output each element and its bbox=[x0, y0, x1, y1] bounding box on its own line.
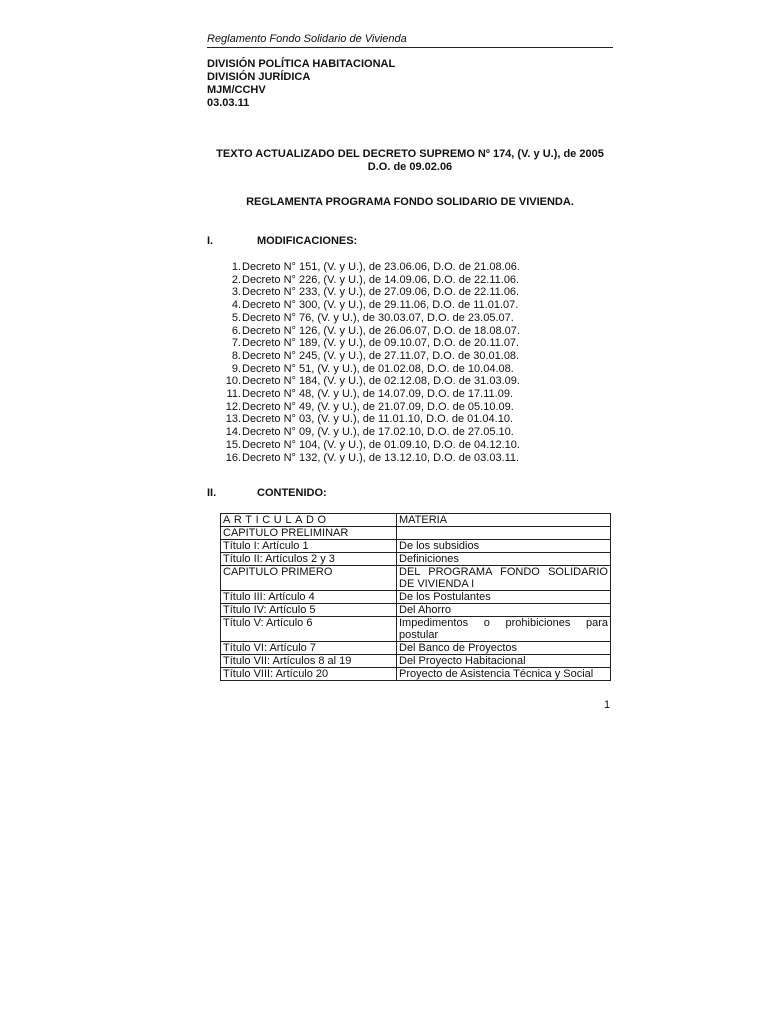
table-row bbox=[221, 642, 611, 655]
list-item bbox=[222, 439, 520, 452]
document-subtitle: REGLAMENTA PROGRAMA FONDO SOLIDARIO DE VIVIENDA. bbox=[246, 196, 574, 208]
cell-materia: Impedimentos o prohibiciones para postular bbox=[397, 617, 611, 642]
table-row bbox=[221, 591, 611, 604]
cell-articulado: Título VIII: Artículo 20 bbox=[221, 668, 397, 681]
list-item-number: 16. bbox=[225, 451, 241, 464]
list-item-text: Decreto N° 184, (V. y U.), de 02.12.08, D.O. de 31.03.09. bbox=[242, 375, 520, 388]
table-row bbox=[221, 566, 611, 591]
list-item-text: Decreto N° 76, (V. y U.), de 30.03.07, D.O. de 23.05.07. bbox=[242, 311, 514, 324]
list-item bbox=[222, 375, 520, 388]
section-heading-contenido bbox=[207, 487, 327, 500]
table-row bbox=[221, 668, 611, 681]
list-item bbox=[222, 286, 520, 299]
list-item-number: 5. bbox=[231, 311, 241, 324]
page-number: 1 bbox=[604, 699, 611, 711]
list-item-number: 7. bbox=[231, 337, 241, 350]
document-title-line-1: TEXTO ACTUALIZADO DEL DECRETO SUPREMO Nº 174, (V. y U.), de 2005 bbox=[216, 148, 604, 160]
list-item-number: 15. bbox=[225, 438, 241, 451]
list-item bbox=[222, 452, 520, 465]
list-item bbox=[222, 413, 520, 426]
list-item bbox=[222, 312, 520, 325]
cell-articulado: CAPITULO PRIMERO bbox=[221, 566, 397, 591]
cell-articulado: Título VII: Artículos 8 al 19 bbox=[221, 655, 397, 668]
document-title bbox=[207, 148, 613, 174]
list-item-number: 9. bbox=[231, 362, 241, 375]
table-row bbox=[221, 540, 611, 553]
cell-articulado: Título IV: Artículo 5 bbox=[221, 604, 397, 617]
list-item-text: Decreto N° 126, (V. y U.), de 26.06.07, D.O. de 18.08.07. bbox=[242, 324, 520, 337]
list-item-number: 14. bbox=[225, 426, 241, 439]
list-item-number: 4. bbox=[231, 299, 241, 312]
table-row bbox=[221, 655, 611, 668]
list-item-number: 3. bbox=[231, 286, 241, 299]
cell-materia: Del Banco de Proyectos bbox=[397, 642, 611, 655]
section-title: MODIFICACIONES: bbox=[257, 235, 358, 247]
document-title-line-2: D.O. de 09.02.06 bbox=[367, 161, 453, 173]
cell-articulado: Título I: Artículo 1 bbox=[221, 540, 397, 553]
list-item-number: 11. bbox=[226, 388, 241, 401]
issuer-division-2: DIVISIÓN JURÍDICA bbox=[207, 71, 311, 83]
table-header-row bbox=[221, 514, 611, 527]
list-item bbox=[222, 426, 520, 439]
list-item-number: 6. bbox=[231, 324, 241, 337]
list-item-text: Decreto N° 245, (V. y U.), de 27.11.07, D.O. de 30.01.08. bbox=[242, 349, 520, 362]
list-item bbox=[222, 388, 520, 401]
list-item bbox=[222, 363, 520, 376]
section-number: I. bbox=[207, 235, 214, 247]
cell-articulado: Título V: Artículo 6 bbox=[221, 617, 397, 642]
table-row bbox=[221, 617, 611, 642]
cell-articulado: Título VI: Artículo 7 bbox=[221, 642, 397, 655]
list-item-text: Decreto N° 151, (V. y U.), de 23.06.06, D.O. de 21.08.06. bbox=[242, 261, 520, 273]
cell-materia: Del Ahorro bbox=[397, 604, 611, 617]
list-item-number: 10. bbox=[225, 375, 241, 388]
list-item-text: Decreto N° 49, (V. y U.), de 21.07.09, D.O. de 05.10.09. bbox=[242, 400, 514, 413]
list-item-number: 8. bbox=[231, 349, 241, 362]
issuer-division-1: DIVISIÓN POLÍTICA HABITACIONAL bbox=[207, 58, 396, 70]
list-item bbox=[222, 261, 520, 274]
table-row bbox=[221, 604, 611, 617]
cell-articulado: Título III: Artículo 4 bbox=[221, 591, 397, 604]
header-cell-articulado: ARTICULADO bbox=[221, 514, 397, 527]
section-heading-modificaciones bbox=[207, 235, 357, 248]
list-item-text: Decreto N° 51, (V. y U.), de 01.02.08, D.O. de 10.04.08. bbox=[242, 362, 514, 375]
contents-table bbox=[220, 513, 611, 681]
section-title: CONTENIDO: bbox=[257, 487, 327, 499]
list-item bbox=[222, 337, 520, 350]
amendments-list bbox=[222, 261, 520, 464]
table-row bbox=[221, 553, 611, 566]
table-row bbox=[221, 527, 611, 540]
cell-materia bbox=[397, 527, 611, 540]
list-item bbox=[222, 401, 520, 414]
list-item-number: 13. bbox=[225, 413, 241, 426]
running-header: Reglamento Fondo Solidario de Vivienda bbox=[207, 33, 613, 48]
cell-articulado: Título II: Artículos 2 y 3 bbox=[221, 553, 397, 566]
section-number: II. bbox=[207, 487, 217, 499]
issuer-block bbox=[207, 58, 395, 110]
list-item-number: 2. bbox=[231, 273, 241, 286]
cell-materia: De los Postulantes bbox=[397, 591, 611, 604]
list-item bbox=[222, 325, 520, 338]
cell-materia: Definiciones bbox=[397, 553, 611, 566]
issuer-date: 03.03.11 bbox=[207, 97, 250, 109]
cell-articulado: CAPITULO PRELIMINAR bbox=[221, 527, 397, 540]
list-item bbox=[222, 299, 520, 312]
cell-materia: Del Proyecto Habitacional bbox=[397, 655, 611, 668]
list-item-text: Decreto N° 03, (V. y U.), de 11.01.10, D.O. de 01.04.10. bbox=[242, 413, 513, 426]
list-item-text: Decreto N° 226, (V. y U.), de 14.09.06, D.O. de 22.11.06. bbox=[242, 273, 520, 286]
cell-materia: Proyecto de Asistencia Técnica y Social bbox=[397, 668, 611, 681]
list-item-text: Decreto N° 09, (V. y U.), de 17.02.10, D.O. de 27.05.10. bbox=[242, 426, 514, 439]
cell-materia: De los subsidios bbox=[397, 540, 611, 553]
list-item-number: 1. bbox=[231, 261, 241, 273]
list-item-text: Decreto N° 300, (V. y U.), de 29.11.06, D.O. de 11.01.07. bbox=[242, 299, 519, 312]
list-item-text: Decreto N° 104, (V. y U.), de 01.09.10, D.O. de 04.12.10. bbox=[242, 438, 520, 451]
list-item-text: Decreto N° 189, (V. y U.), de 09.10.07, D.O. de 20.11.07. bbox=[242, 337, 520, 350]
list-item bbox=[222, 350, 520, 363]
list-item bbox=[222, 274, 520, 287]
header-cell-materia: MATERIA bbox=[397, 514, 611, 527]
list-item-number: 12. bbox=[225, 400, 241, 413]
cell-materia: DEL PROGRAMA FONDO SOLIDARIO DE VIVIENDA I bbox=[397, 566, 611, 591]
list-item-text: Decreto N° 233, (V. y U.), de 27.09.06, D.O. de 22.11.06. bbox=[242, 286, 520, 299]
list-item-text: Decreto N° 48, (V. y U.), de 14.07.09, D.O. de 17.11.09. bbox=[242, 388, 513, 401]
list-item-text: Decreto N° 132, (V. y U.), de 13.12.10, D.O. de 03.03.11. bbox=[242, 451, 520, 464]
issuer-reference: MJM/CCHV bbox=[207, 84, 266, 96]
